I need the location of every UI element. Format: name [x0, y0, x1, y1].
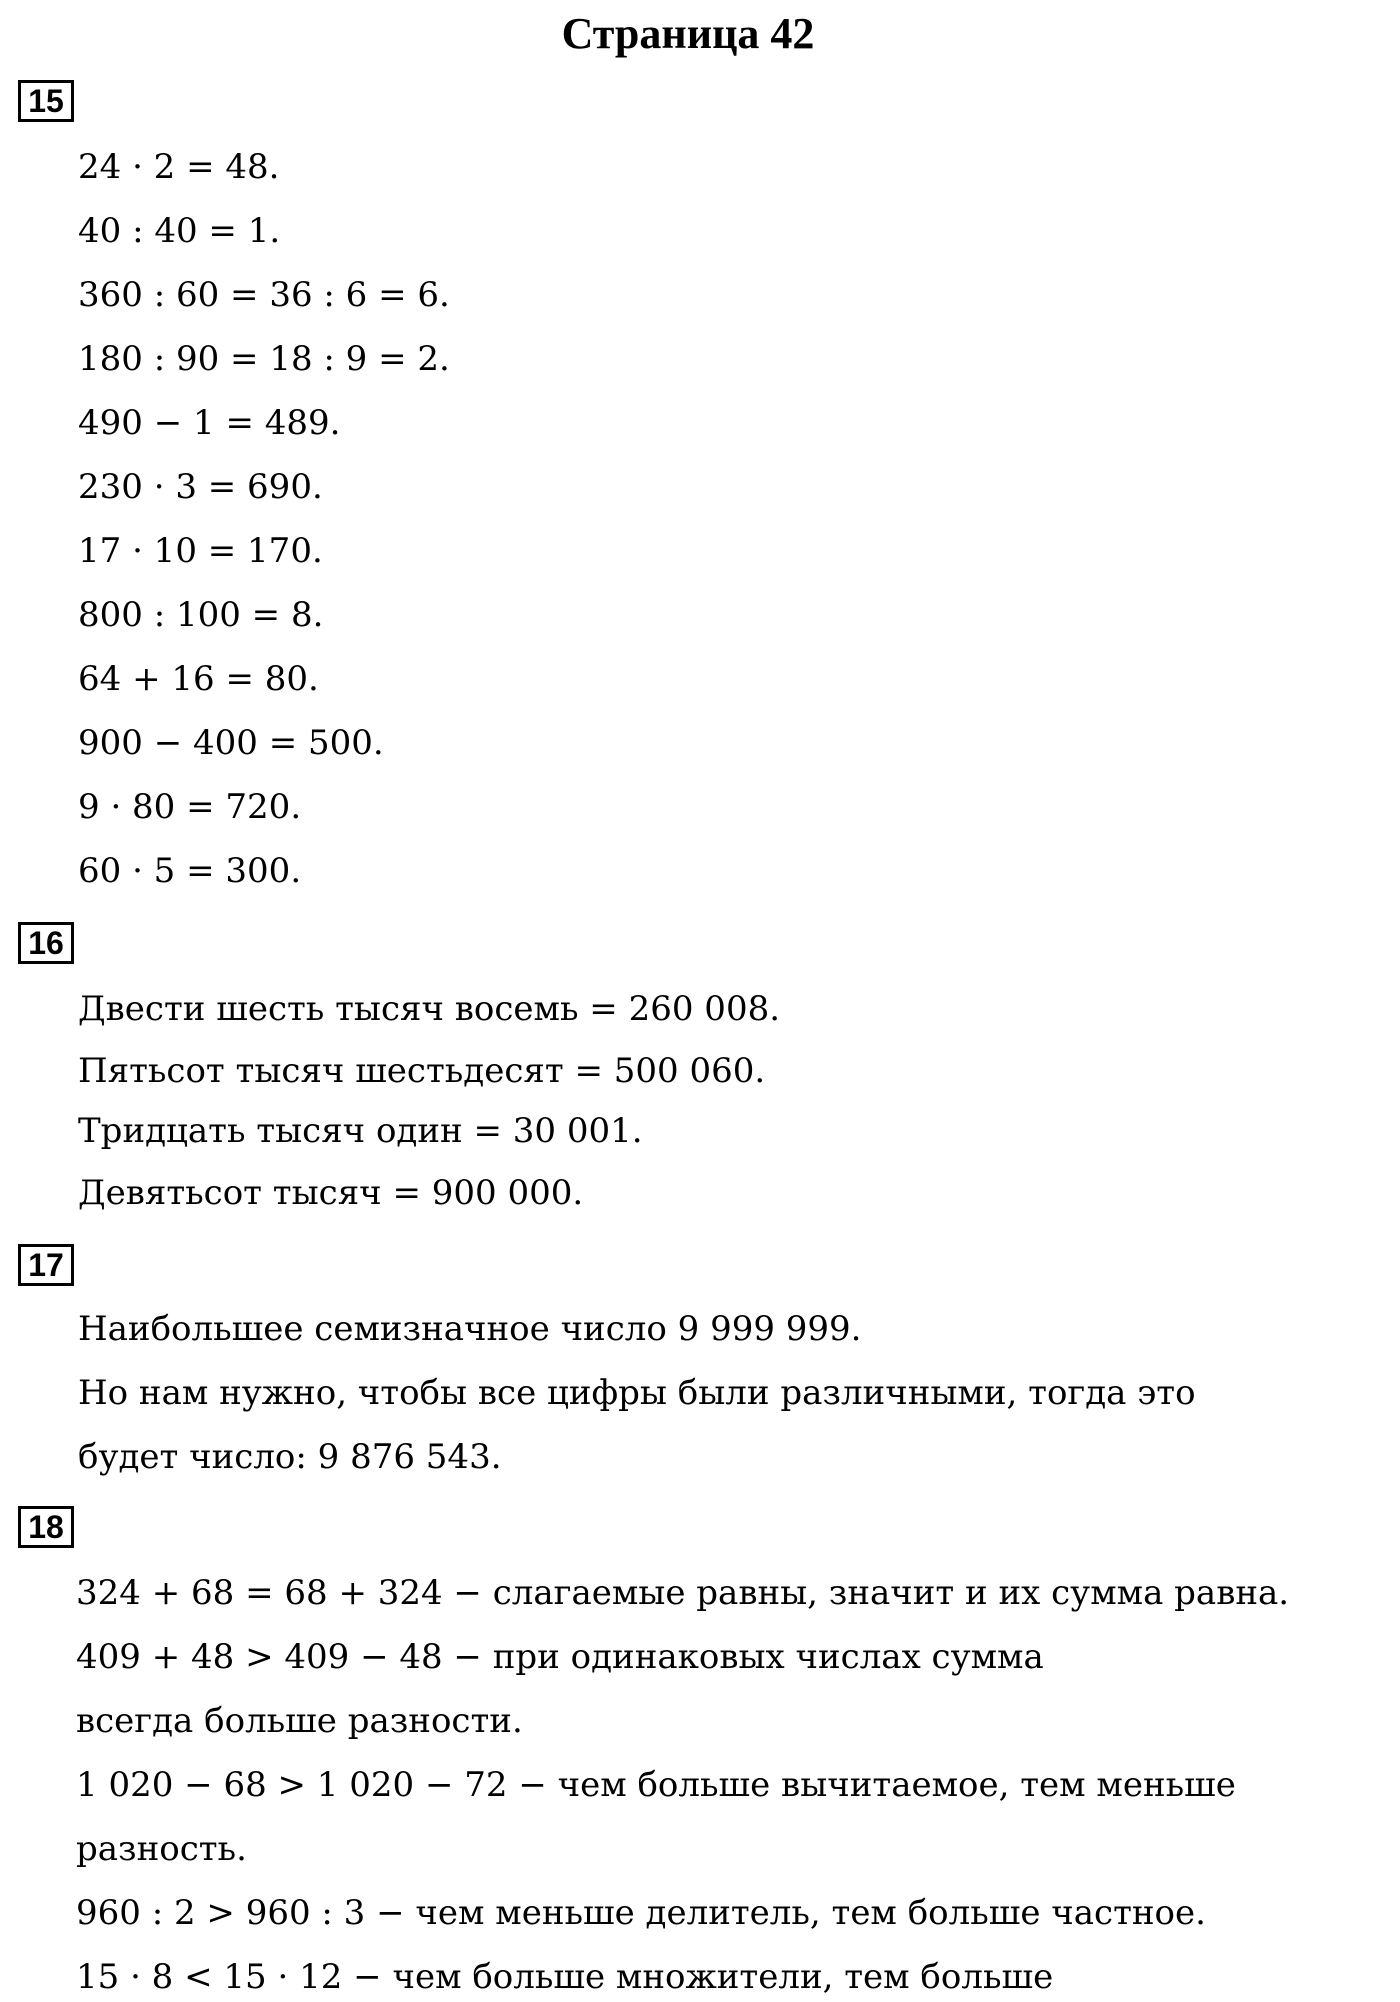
- task-16-number: 16: [18, 922, 74, 964]
- task-17-line-1: Наибольшее семизначное число 9 999 999.: [78, 1309, 862, 1349]
- task-15-line-9: 64 + 16 = 80.: [78, 659, 319, 699]
- task-15-line-10: 900 − 400 = 500.: [78, 723, 384, 763]
- task-17-line-2: Но нам нужно, чтобы все цифры были различными, тогда это: [78, 1373, 1196, 1413]
- task-15-line-7: 17 · 10 = 170.: [78, 531, 323, 571]
- task-18-number: 18: [18, 1506, 74, 1548]
- task-15-line-3: 360 : 60 = 36 : 6 = 6.: [78, 275, 450, 315]
- task-15-line-5: 490 − 1 = 489.: [78, 403, 341, 443]
- task-18-line-5: разность.: [76, 1829, 247, 1869]
- task-15-line-8: 800 : 100 = 8.: [78, 595, 324, 635]
- task-18-line-3: всегда больше разности.: [76, 1701, 523, 1741]
- task-15-line-1: 24 · 2 = 48.: [78, 147, 280, 187]
- task-15-line-12: 60 · 5 = 300.: [78, 851, 302, 891]
- task-16-line-4: Девятьсот тысяч = 900 000.: [78, 1173, 584, 1213]
- task-17-line-3: будет число: 9 876 543.: [78, 1437, 502, 1477]
- task-17-number: 17: [18, 1244, 74, 1286]
- task-18-line-7: 15 · 8 < 15 · 12 − чем больше множители, тем больше: [76, 1957, 1054, 1997]
- task-18-line-6: 960 : 2 > 960 : 3 − чем меньше делитель, тем больше частное.: [76, 1893, 1206, 1933]
- task-15-line-2: 40 : 40 = 1.: [78, 211, 281, 251]
- task-16-line-2: Пятьсот тысяч шестьдесят = 500 060.: [78, 1051, 766, 1091]
- task-16-line-3: Тридцать тысяч один = 30 001.: [78, 1111, 643, 1151]
- task-18-line-1: 324 + 68 = 68 + 324 − слагаемые равны, значит и их сумма равна.: [76, 1573, 1290, 1613]
- task-18-line-2: 409 + 48 > 409 − 48 − при одинаковых числах сумма: [76, 1637, 1044, 1677]
- task-15-line-4: 180 : 90 = 18 : 9 = 2.: [78, 339, 450, 379]
- task-18-line-4: 1 020 − 68 > 1 020 − 72 − чем больше вычитаемое, тем меньше: [76, 1765, 1236, 1805]
- task-16-line-1: Двести шесть тысяч восемь = 260 008.: [78, 989, 781, 1029]
- task-15-line-11: 9 · 80 = 720.: [78, 787, 302, 827]
- page-title: Страница 42: [561, 9, 815, 58]
- task-15-number: 15: [18, 80, 74, 122]
- task-15-line-6: 230 · 3 = 690.: [78, 467, 323, 507]
